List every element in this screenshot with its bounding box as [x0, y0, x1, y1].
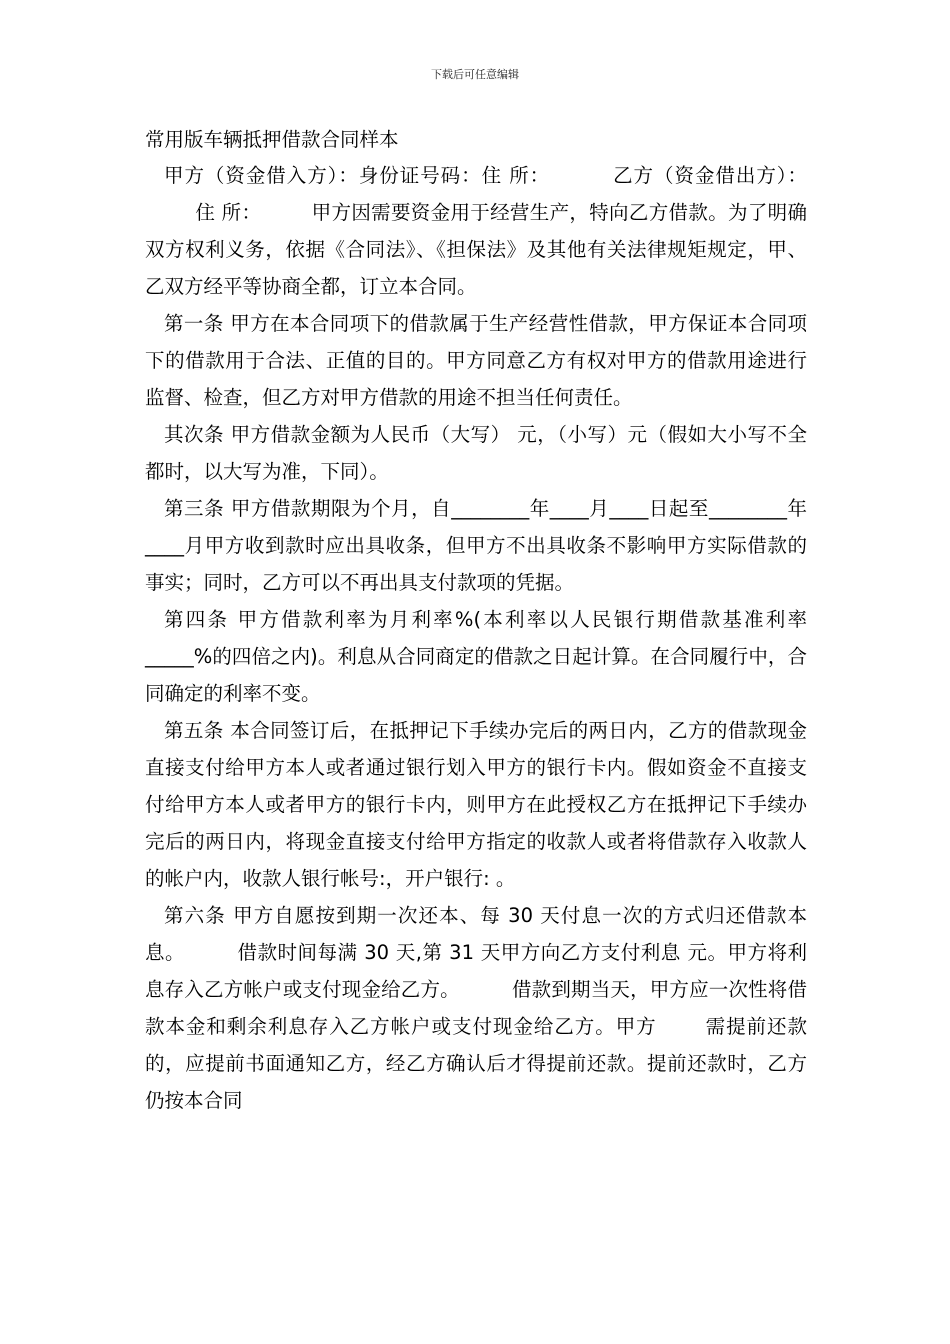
document-body	[145, 122, 807, 1119]
page-header-note: 下载后可任意编辑	[431, 68, 519, 81]
article-2: 其次条 甲方借款金额为人民币（大写） 元，（小写）元（假如大小写不全都时，以大写为准，下同）。	[145, 423, 807, 483]
article-3: 第三条 甲方借款期限为个月，自________年____月____日起至________年____月甲方收到款时应出具收条，但甲方不出具收条不影响甲方实际借款的事实；同时，乙方可以不再出具支付款项的凭据。	[145, 497, 807, 594]
parties-paragraph	[145, 157, 807, 305]
article-6-sentence-4: 需提前还款的，应提前书面通知乙方，经乙方确认后才得提前还款。提前还款时，乙方仍按本合同	[145, 1015, 807, 1112]
party-a-info: 甲方（资金借入方）：身份证号码：住 所：	[164, 164, 551, 187]
article-6	[145, 897, 807, 1119]
document-title: 常用版车辆抵押借款合同样本	[145, 128, 399, 151]
preamble-text: 甲方因需要资金用于经营生产，特向乙方借款。为了明确双方权利义务，依据《合同法》、《担保法》及其他有关法律规矩规定，甲、乙双方经平等协商全都，订立本合同。	[145, 201, 807, 298]
party-b-address: 住 所：	[195, 201, 262, 224]
article-1: 第一条 甲方在本合同项下的借款属于生产经营性借款，甲方保证本合同项下的借款用于合法、正值的目的。甲方同意乙方有权对甲方的借款用途进行监督、检查，但乙方对甲方借款的用途不担当任何责任。	[145, 312, 807, 409]
article-4: 第四条 甲方借款利率为月利率%(本利率以人民银行期借款基准利率_____%的四倍之内)。利息从合同商定的借款之日起计算。在合同履行中，合同确定的利率不变。	[145, 608, 807, 705]
party-b-label: 乙方（资金借出方）：	[612, 164, 807, 187]
article-6-sentence-2: 借款时间每满 30 天,第 31 天甲方向乙方支付利息 元。甲方将利息存入乙方帐户或支付现金给乙方。	[145, 941, 807, 1001]
article-6-sentence-3: 借款到期当天，甲方应一次性将借款本金和剩余利息存入乙方帐户或支付现金给乙方。甲方	[145, 978, 807, 1038]
article-6-sentence-1: 第六条 甲方自愿按到期一次还本、每 30 天付息一次的方式归还借款本息。	[145, 904, 807, 964]
article-5: 第五条 本合同签订后，在抵押记下手续办完后的两日内，乙方的借款现金直接支付给甲方本人或者通过银行划入甲方的银行卡内。假如资金不直接支付给甲方本人或者甲方的银行卡内，则甲方在此授权乙方在抵押记下手续办完后的两日内，将现金直接支付给甲方指定的收款人或者将借款存入收款人的帐户内，收款人银行帐号:，开户银行: 。	[145, 719, 807, 890]
